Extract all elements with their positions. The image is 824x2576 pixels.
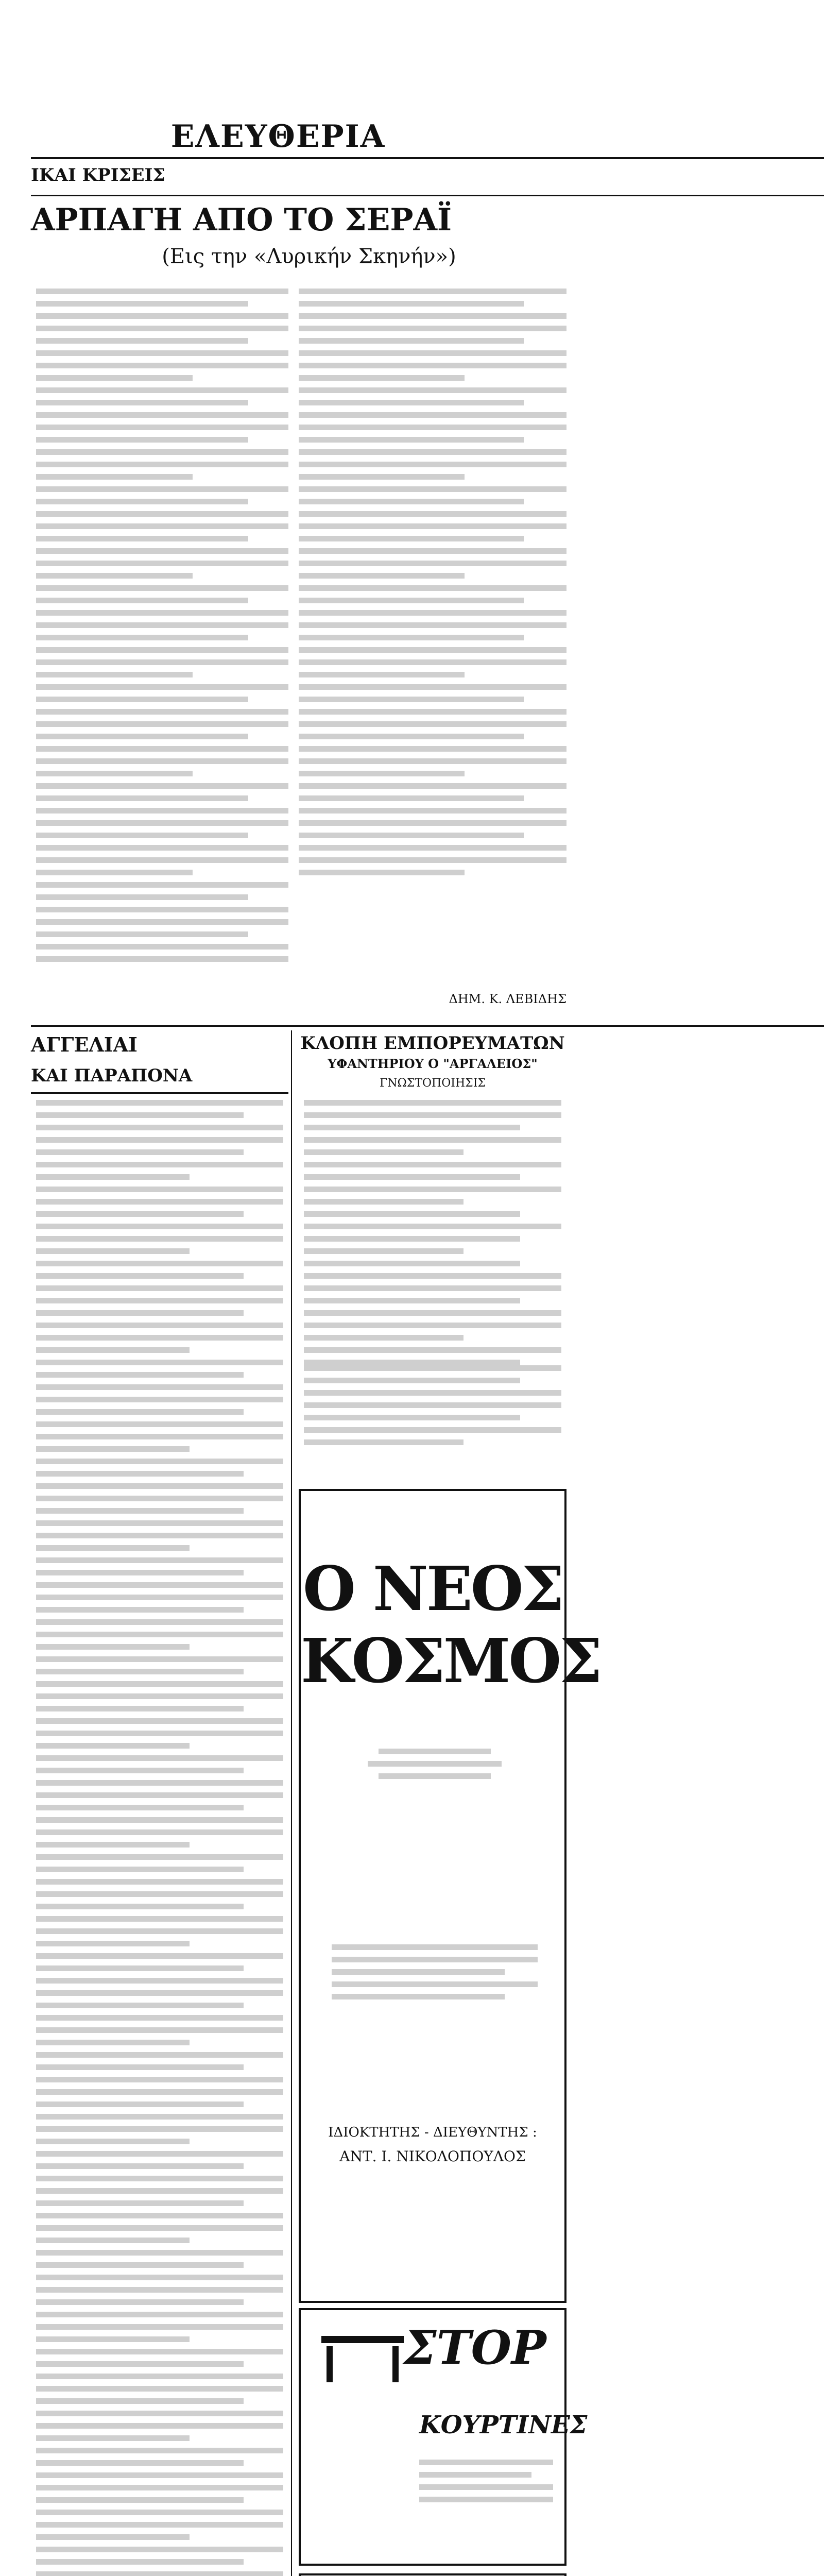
notice-label: ΓΝΩΣΤΟΠΟΙΗΣΙΣ (380, 1077, 486, 1090)
ad-neos-kosmos-title: Ο ΝΕΟΣ ΚΟΣΜΟΣ (301, 1553, 600, 1697)
curtain-rod-icon (316, 2326, 409, 2387)
masthead-rule (31, 157, 824, 159)
court-bottom-rule (31, 1025, 824, 1027)
court-section-label: ΙΚΑΙ ΚΡΙΣΕΙΣ (31, 165, 165, 185)
notice-body (304, 1100, 561, 1368)
ad-neos-kosmos-owner-label: ΙΔΙΟΚΤΗΤΗΣ - ΔΙΕΥΘΥΝΤΗΣ : (328, 2125, 537, 2140)
ad-neos-kosmos-blurb (332, 1944, 538, 2078)
news-rule (31, 1092, 288, 1094)
news-article-column (36, 1100, 283, 2576)
ad-stor-details (419, 2460, 553, 2537)
notice-title: ΚΛΟΠΗ ΕΜΠΟΡΕΥΜΑΤΩΝ (300, 1033, 565, 1054)
court-rule (31, 195, 824, 196)
court-headline: ΑΡΠΑΓΗ ΑΠΟ ΤΟ ΣΕΡΑΪ (31, 202, 452, 238)
notice-secondary (304, 1365, 561, 1484)
news-section-label: ΑΓΓΕΛΙΑΙ (31, 1033, 138, 1056)
court-article-column-1 (36, 289, 288, 989)
news-subsection-label: ΚΑΙ ΠΑΡΑΠΟΝΑ (31, 1065, 193, 1086)
ad-neos-kosmos-owner: ΑΝΤ. Ι. ΝΙΚΟΛΟΠΟΥΛΟΣ (339, 2148, 526, 2165)
ad-stor (299, 2308, 588, 2566)
court-subhead: (Εις την «Λυρικήν Σκηνήν») (162, 245, 456, 268)
ad-neos-kosmos (299, 1489, 600, 2303)
court-byline: ΔΗΜ. Κ. ΛΕΒΙΔΗΣ (449, 992, 566, 1006)
notice-subtitle: ΥΦΑΝΤΗΡΙΟΥ Ο "ΑΡΓΑΛΕΙΟΣ" (328, 1056, 538, 1071)
ad-stor-product: ΚΟΥΡΤΙΝΕΣ (419, 2411, 588, 2439)
column-divider (291, 1030, 292, 2576)
ad-neos-kosmos-tagline (368, 1749, 502, 1841)
masthead-title: ΕΛΕΥΘΕΡΙΑ (170, 118, 386, 155)
ad-hugo (299, 2573, 566, 2576)
ad-stor-brand: ΣΤΟΡ (404, 2320, 546, 2375)
court-article-column-2 (299, 289, 566, 979)
